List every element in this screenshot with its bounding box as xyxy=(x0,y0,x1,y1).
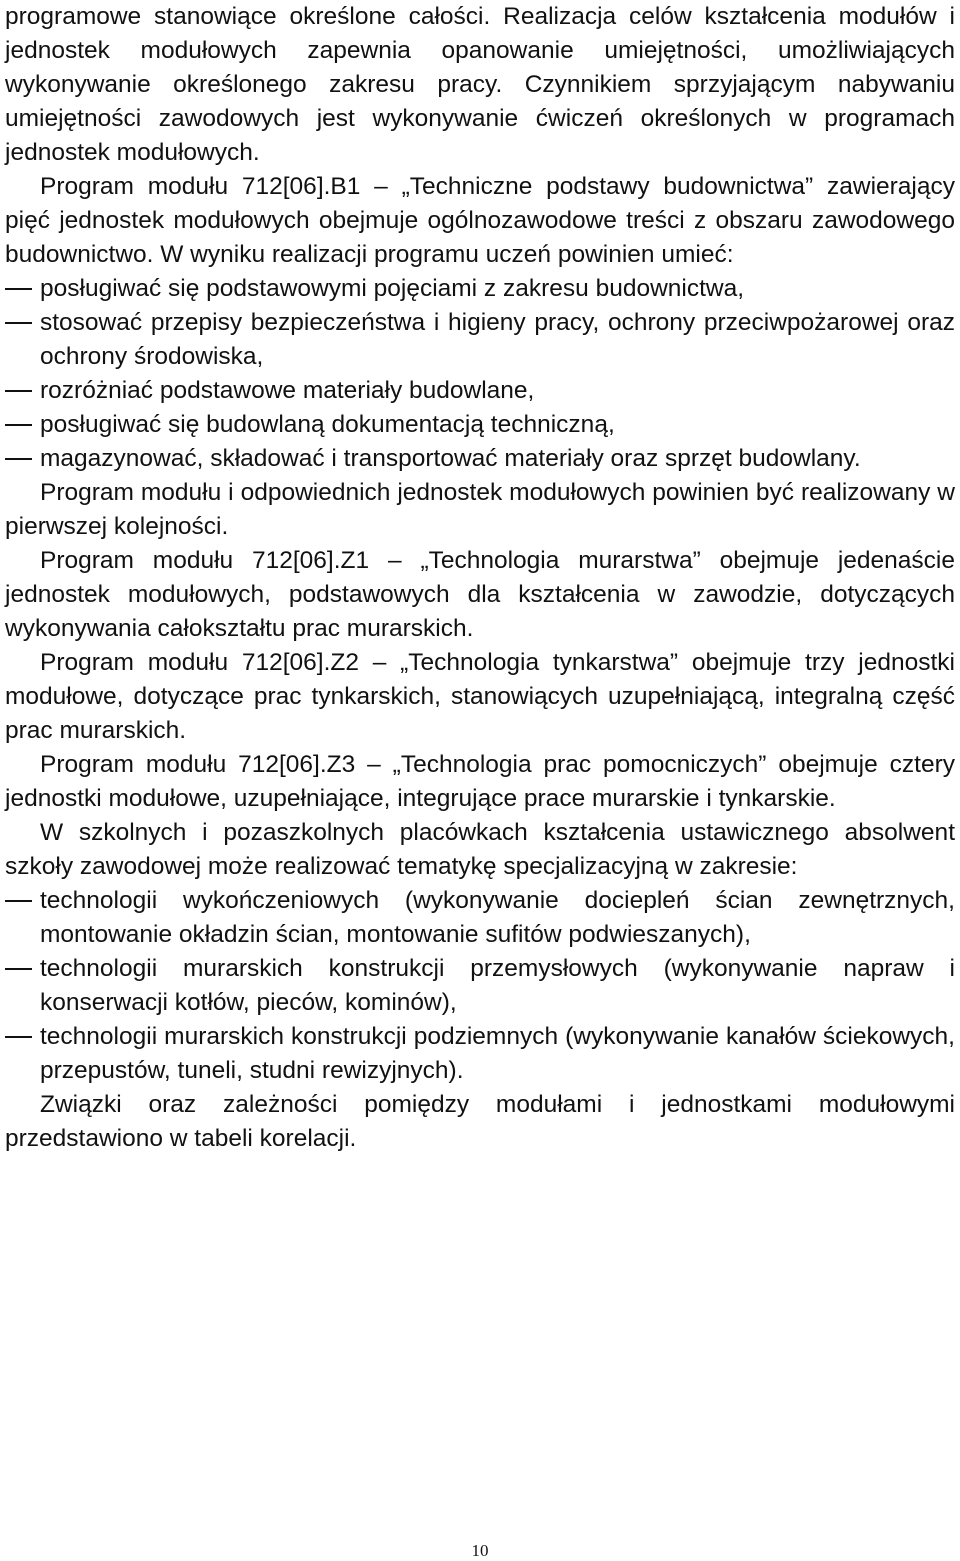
paragraph-intro: programowe stanowiące określone całości. Realizacja celów kształcenia modułów i jednostek modułowych zapewnia opanowanie umiejętności, umożliwiających wykonywanie określonego zakresu pracy. Czynnikiem sprzyjającym nabywaniu umiejętności zawodowych jest wykonywanie ćwiczeń określonych w programach jednostek modułowych. xyxy=(5,3,955,166)
dash-bullet-icon xyxy=(5,288,32,290)
paragraph-module-z1: Program modułu 712[06].Z1 – „Technologia murarstwa” obejmuje jedenaście jednostek modułowych, podstawowych dla kształcenia w zawodzie, dotyczących wykonywania całokształtu prac murarskich. xyxy=(5,547,955,642)
paragraph-order: Program modułu i odpowiednich jednostek modułowych powinien być realizowany w pierwszej kolejności. xyxy=(5,479,955,540)
document-page xyxy=(5,0,955,1156)
list-item: rozróżniać podstawowe materiały budowlane, xyxy=(5,374,955,408)
list-item: stosować przepisy bezpieczeństwa i higieny pracy, ochrony przeciwpożarowej oraz ochrony środowiska, xyxy=(5,306,955,374)
paragraph-module-z2: Program modułu 712[06].Z2 – „Technologia tynkarstwa” obejmuje trzy jednostki modułowe, dotyczące prac tynkarskich, stanowiących uzupełniającą, integralną część prac murarskich. xyxy=(5,649,955,744)
dash-bullet-icon xyxy=(5,424,32,426)
list-item: technologii wykończeniowych (wykonywanie dociepleń ścian zewnętrznych, montowanie okładzin ścian, montowanie sufitów podwieszanych), xyxy=(5,884,955,952)
list-item: technologii murarskich konstrukcji podziemnych (wykonywanie kanałów ściekowych, przepustów, tuneli, studni rewizyjnych). xyxy=(5,1020,955,1088)
list-item: posługiwać się podstawowymi pojęciami z zakresu budownictwa, xyxy=(5,272,955,306)
paragraph-module-b1: Program modułu 712[06].B1 – „Techniczne podstawy budownictwa” zawierający pięć jednostek modułowych obejmuje ogólnozawodowe treści z obszaru zawodowego budownictwo. W wyniku realizacji programu uczeń powinien umieć: xyxy=(5,173,955,268)
page-number: 10 xyxy=(471,1541,489,1560)
dash-bullet-icon xyxy=(5,322,32,324)
dash-bullet-icon xyxy=(5,1036,32,1038)
dash-bullet-icon xyxy=(5,900,32,902)
paragraph-module-z3: Program modułu 712[06].Z3 – „Technologia prac pomocniczych” obejmuje cztery jednostki modułowe, uzupełniające, integrujące prace murarskie i tynkarskie. xyxy=(5,751,955,812)
skills-list xyxy=(5,272,955,476)
specializations-list xyxy=(5,884,955,1088)
list-item: magazynować, składować i transportować materiały oraz sprzęt budowlany. xyxy=(5,442,955,476)
paragraph-correlation: Związki oraz zależności pomiędzy modułami i jednostkami modułowymi przedstawiono w tabeli korelacji. xyxy=(5,1091,955,1152)
dash-bullet-icon xyxy=(5,390,32,392)
list-item: technologii murarskich konstrukcji przemysłowych (wykonywanie napraw i konserwacji kotłów, pieców, kominów), xyxy=(5,952,955,1020)
paragraph-continuing-education: W szkolnych i pozaszkolnych placówkach kształcenia ustawicznego absolwent szkoły zawodowej może realizować tematykę specjalizacyjną w zakresie: xyxy=(5,819,955,880)
dash-bullet-icon xyxy=(5,968,32,970)
list-item: posługiwać się budowlaną dokumentacją techniczną, xyxy=(5,408,955,442)
dash-bullet-icon xyxy=(5,458,32,460)
